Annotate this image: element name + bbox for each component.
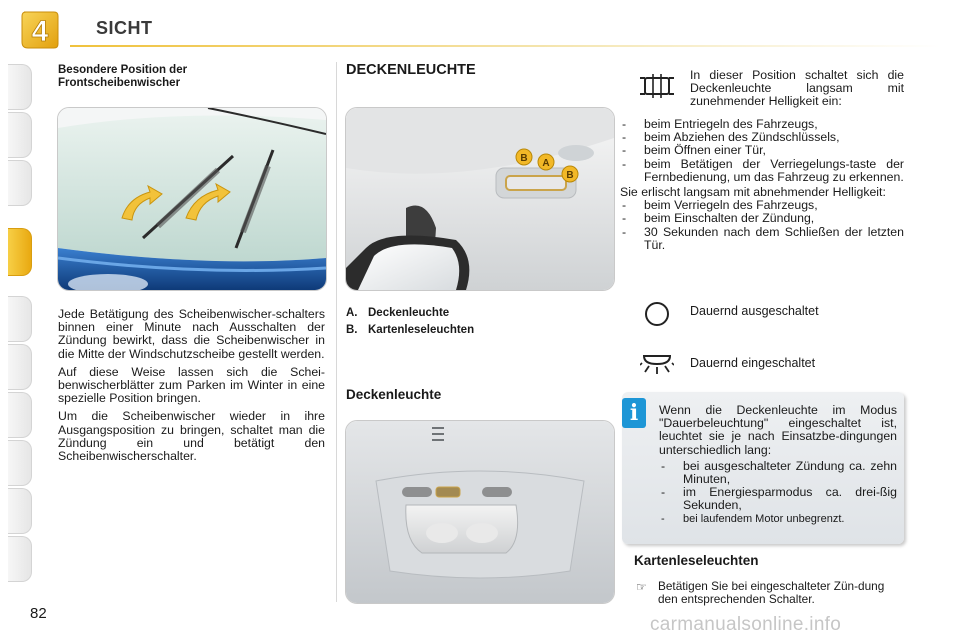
chapter-tab[interactable]	[8, 64, 32, 110]
paragraph: Um die Scheibenwischer wieder in ihre Ausgangsposition zu bringen, schaltet man die Zündung ein und betätigt den Scheibenwischerschalter.	[58, 409, 325, 464]
list-item: - 30 Sekunden nach dem Schließen der letzten Tür.	[620, 226, 904, 252]
info-text	[659, 404, 897, 526]
callout-label: B	[566, 170, 574, 181]
photo-legend	[346, 305, 474, 339]
watermark: carmanualsonline.info	[650, 614, 842, 635]
legend-item: A. Deckenleuchte	[346, 307, 450, 319]
always-off-label: Dauernd ausgeschaltet	[690, 304, 819, 318]
ceiling-light-photo	[345, 107, 615, 291]
chapter-number: 4	[31, 15, 49, 48]
always-on-label: Dauernd eingeschaltet	[690, 356, 816, 370]
info-intro: Wenn die Deckenleuchte im Modus "Dauerbeleuchtung" eingeschaltet ist, leuchtet sie je nach Einsatzbe-dingungen unterschiedlich lang:	[659, 403, 897, 457]
list-item: - beim Abziehen des Zündschlüssels,	[620, 131, 904, 144]
map-light-heading: Kartenleseleuchten	[634, 553, 759, 568]
wiper-photo	[57, 107, 327, 291]
chapter-tab[interactable]	[8, 296, 32, 342]
chapter-tab[interactable]	[8, 392, 32, 438]
section-title: DECKENLEUCHTE	[346, 62, 476, 78]
chapter-title: SICHT	[96, 18, 153, 38]
chapter-tab[interactable]	[8, 344, 32, 390]
chapter-tab[interactable]	[8, 440, 32, 486]
mode-intro: In dieser Position schaltet sich die Deckenleuchte langsam mit zunehmender Helligkeit ein:	[690, 68, 904, 109]
callout-label: A	[542, 158, 550, 169]
chapter-tabs	[0, 0, 34, 640]
wiper-body	[58, 308, 325, 468]
legend-item: B. Kartenleseleuchten	[346, 324, 475, 336]
paragraph: Jede Betätigung des Scheibenwischer-schalters binnen einer Minute nach Ausschalten der Zündung bewirkt, dass die Scheibenwischer in die Mitte der Windschutzscheibe gestellt werden.	[58, 307, 325, 361]
chapter-tab-active[interactable]	[8, 228, 32, 276]
pointer-icon: ☞	[636, 580, 647, 594]
off-intro: Sie erlischt langsam mit abnehmender Helligkeit:	[620, 185, 886, 200]
info-icon: i	[622, 398, 646, 428]
on-off-text	[620, 118, 904, 252]
wiper-heading: Besondere Position der Frontscheibenwischer	[58, 64, 188, 89]
info-item: - im Energiesparmodus ca. drei-ßig Sekunden,	[659, 486, 897, 512]
list-item: - beim Entriegeln des Fahrzeugs,	[620, 118, 904, 131]
list-item: - beim Einschalten der Zündung,	[620, 212, 904, 225]
light-off-icon	[643, 300, 671, 328]
title-rule	[70, 45, 940, 47]
list-item: - beim Verriegeln des Fahrzeugs,	[620, 199, 904, 212]
subsection-heading: Deckenleuchte	[346, 387, 442, 402]
list-item: - beim Betätigen der Verriegelungs-taste der Fernbedienung, um das Fahrzeug zu erkennen.	[620, 158, 904, 184]
light-on-icon	[640, 350, 674, 376]
chapter-number-badge	[18, 8, 62, 52]
chapter-tab[interactable]	[8, 536, 32, 582]
chapter-tab[interactable]	[8, 112, 32, 158]
callout-label: B	[520, 153, 528, 164]
info-item: - bei laufendem Motor unbegrenzt.	[659, 513, 897, 526]
info-item: - bei ausgeschalteter Zündung ca. zehn Minuten,	[659, 460, 897, 486]
chapter-tab[interactable]	[8, 488, 32, 534]
page-number: 82	[30, 605, 47, 622]
map-light-text: Betätigen Sie bei eingeschalteter Zün-dung den entsprechenden Schalter.	[658, 579, 885, 607]
column-divider	[336, 62, 337, 602]
paragraph: Auf diese Weise lassen sich die Schei-benwischerblätter zum Parken im Winter in eine spezielle Position bringen.	[58, 364, 325, 406]
list-item: - beim Öffnen einer Tür,	[620, 144, 904, 157]
ceiling-console-photo	[345, 420, 615, 604]
chapter-tab[interactable]	[8, 160, 32, 206]
door-light-icon	[638, 70, 676, 102]
